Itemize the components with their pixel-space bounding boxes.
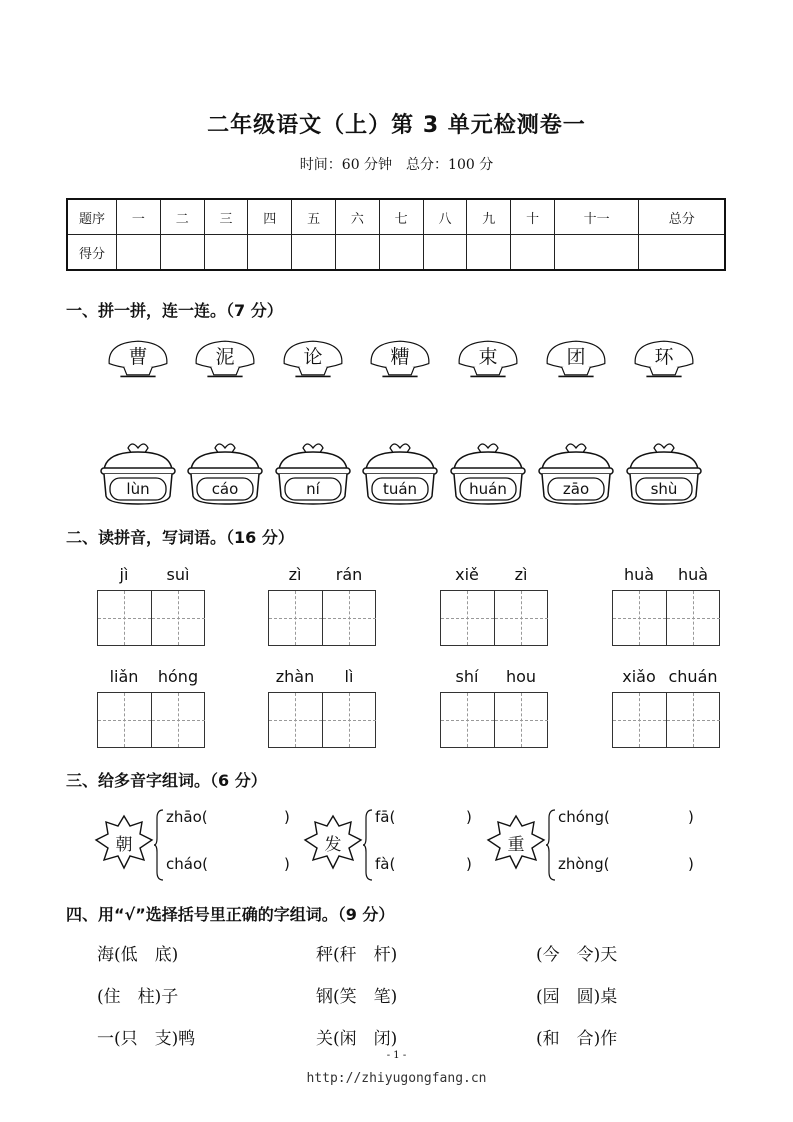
brace [154,808,164,886]
table-row [67,235,725,271]
mushroom-card[interactable] [185,338,265,388]
page-title: 二年级语文（上）第 3 单元检测卷一 [207,113,586,138]
column-header: 六 [335,199,379,235]
basket-pinyin: lùn [126,480,150,498]
answer-blank[interactable]: ) [284,855,290,873]
polyphone-pinyin: fā( [375,808,396,826]
word-pinyin [268,667,376,686]
mushroom-character: 糟 [390,346,410,368]
answer-blank[interactable]: ) [466,855,472,873]
answer-blank[interactable]: ) [466,808,472,826]
choice-item[interactable]: (和 合)作 [536,1029,618,1049]
answer-blank[interactable]: ) [284,808,290,826]
syllable: hóng [157,667,199,686]
page-subtitle: 时间：60 分钟 总分：100 分 [299,157,494,173]
word-pinyin [97,565,205,584]
section-3-heading: 三、给多音字组词。（6 分） [66,771,267,790]
writing-grid[interactable] [612,692,720,748]
writing-grid[interactable] [612,590,720,646]
column-header: 三 [204,199,248,235]
column-header: 十 [511,199,555,235]
polyphone-character: 重 [507,835,525,855]
score-cell[interactable] [467,235,511,271]
row-label: 得分 [67,235,117,271]
leaf-card [303,812,363,872]
score-cell[interactable] [554,235,638,271]
word-pinyin [97,667,205,686]
basket-pinyin: ní [306,480,320,498]
writing-grid[interactable] [97,590,205,646]
choice-item[interactable]: (今 令)天 [536,945,618,965]
writing-grid[interactable] [440,590,548,646]
polyphone-pinyin: cháo( [166,855,208,873]
basket-card[interactable] [360,440,440,506]
polyphone-pinyin: chóng( [558,808,610,826]
syllable: chuán [668,667,718,686]
section-2-heading: 二、读拼音，写词语。（16 分） [66,528,294,547]
syllable: zì [514,565,528,584]
choice-item[interactable]: 关(闲 闭) [316,1029,398,1049]
basket-pinyin: cáo [211,480,239,498]
column-header: 八 [423,199,467,235]
footer-url: http://zhiyugongfang.cn [306,1071,487,1086]
choice-item[interactable]: 海(低 底) [97,945,179,965]
syllable: jì [119,565,129,584]
writing-grid[interactable] [97,692,205,748]
answer-blank[interactable]: ) [688,808,694,826]
word-pinyin [268,565,376,584]
syllable: xiǎo [622,667,656,686]
score-cell[interactable] [639,235,725,271]
syllable: xiě [455,565,479,584]
writing-grid[interactable] [440,692,548,748]
mushroom-character: 泥 [215,346,235,368]
syllable: shí [455,667,479,686]
answer-blank[interactable]: ) [688,855,694,873]
score-cell[interactable] [423,235,467,271]
word-pinyin [612,565,720,584]
mushroom-card[interactable] [98,338,178,388]
brace [546,808,556,886]
choice-item[interactable]: 一(只 支)鸭 [97,1029,196,1049]
score-cell[interactable] [248,235,292,271]
column-header: 五 [292,199,336,235]
brace [363,808,373,886]
mushroom-card[interactable] [448,338,528,388]
mushroom-card[interactable] [624,338,704,388]
word-pinyin [612,667,720,686]
basket-card[interactable] [624,440,704,506]
mushroom-character: 曹 [128,346,148,368]
score-cell[interactable] [204,235,248,271]
score-cell[interactable] [379,235,423,271]
mushroom-character: 束 [478,346,498,368]
syllable: rán [335,565,363,584]
leaf-card [486,812,546,872]
choice-item[interactable]: (园 圆)桌 [536,987,618,1007]
polyphone-pinyin: zhòng( [558,855,610,873]
basket-card[interactable] [98,440,178,506]
mushroom-card[interactable] [273,338,353,388]
syllable: liǎn [109,667,139,686]
syllable: huà [623,565,655,584]
row-label: 题序 [67,199,117,235]
choice-item[interactable]: 秤(秆 杆) [316,945,398,965]
choice-item[interactable]: 钢(笑 笔) [316,987,398,1007]
mushroom-character: 环 [654,346,674,368]
score-cell[interactable] [292,235,336,271]
page-number: - 1 - [386,1050,407,1061]
basket-card[interactable] [273,440,353,506]
writing-grid[interactable] [268,590,376,646]
column-header: 总分 [639,199,725,235]
syllable: zì [288,565,302,584]
score-cell[interactable] [511,235,555,271]
syllable: suì [166,565,190,584]
column-header: 九 [467,199,511,235]
score-table [66,198,726,271]
writing-grid[interactable] [268,692,376,748]
mushroom-character: 团 [566,346,586,368]
polyphone-character: 发 [324,835,342,855]
column-header: 十一 [554,199,638,235]
word-pinyin [440,565,548,584]
column-header: 一 [117,199,161,235]
column-header: 七 [379,199,423,235]
leaf-card [94,812,154,872]
basket-card[interactable] [448,440,528,506]
basket-pinyin: shù [650,480,678,498]
score-cell[interactable] [160,235,204,271]
mushroom-card[interactable] [536,338,616,388]
polyphone-character: 朝 [115,835,133,855]
score-cell[interactable] [117,235,161,271]
syllable: lì [344,667,354,686]
column-header: 二 [160,199,204,235]
mushroom-character: 论 [303,346,323,368]
column-header: 四 [248,199,292,235]
score-cell[interactable] [335,235,379,271]
table-row [67,199,725,235]
basket-pinyin: tuán [382,480,418,498]
basket-pinyin: zāo [562,480,590,498]
polyphone-pinyin: fà( [375,855,396,873]
section-4-heading: 四、用“√”选择括号里正确的字组词。（9 分） [66,905,395,924]
basket-card[interactable] [185,440,265,506]
syllable: hou [505,667,537,686]
syllable: huà [677,565,709,584]
syllable: zhàn [275,667,315,686]
polyphone-pinyin: zhāo( [166,808,208,826]
word-pinyin [440,667,548,686]
section-1-heading: 一、拼一拼，连一连。（7 分） [66,301,283,320]
basket-card[interactable] [536,440,616,506]
basket-pinyin: huán [469,480,507,498]
choice-item[interactable]: (住 柱)子 [97,987,179,1007]
mushroom-card[interactable] [360,338,440,388]
